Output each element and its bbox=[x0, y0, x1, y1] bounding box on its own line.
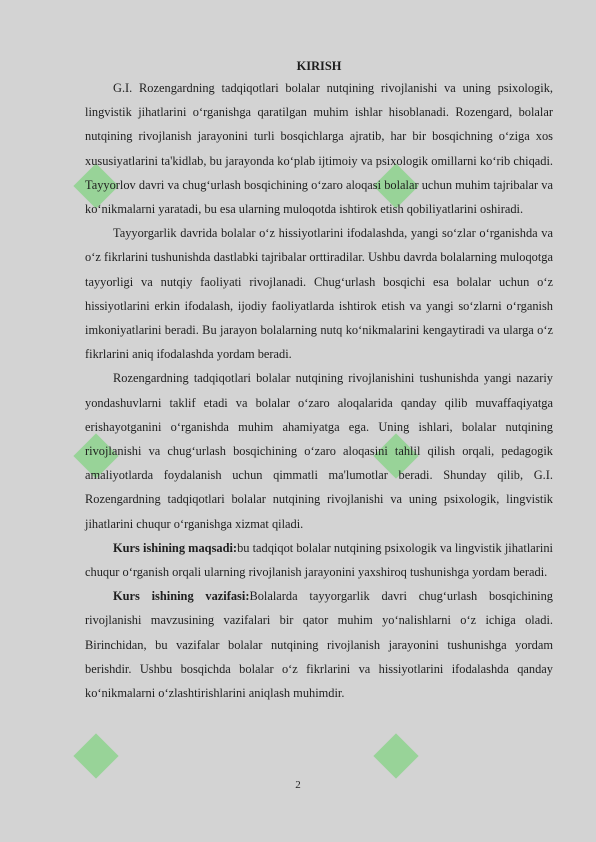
watermark-mark bbox=[73, 733, 118, 778]
document-body bbox=[85, 56, 553, 705]
goal-label: Kurs ishining maqsadi: bbox=[113, 540, 238, 555]
paragraph: Rozengardning tadqiqotlari bolalar nutqining rivojlanishini tushunishda yangi nazariy yondashuvlarni taklif etadi va bolalar o‘zaro aloqalarida qanday qilib muvaffaqiyatga erishayotganini o‘rganishda muhim ahamiyatga ega. Uning ishlari, bolalar nutqining rivojlanishi va chug‘urlash bosqichining o‘zaro aloqasini tahlil qilish orqali, pedagogik amaliyotlarda foydalanish uchun qimmatli ma'lumotlar beradi. Shunday qilib, G.I. Rozengardning tadqiqotlari bolalar nutqining rivojlanishi va uning psixologik, lingvistik jihatlarini chuqur o‘rganishga xizmat qiladi. bbox=[85, 371, 553, 531]
tasks-label: Kurs ishining vazifasi: bbox=[113, 589, 250, 604]
paragraph: Tayyorgarlik davrida bolalar o‘z hissiyotlarini ifodalashda, yangi so‘zlar o‘rganishda va o‘z fikrlarini tushunishda dastlabki tajribalar orttiradilar. Ushbu davrda bolalarning muloqotga tayyorligi va nutqiy faoliyati rivojlanadi. Chug‘urlash bosqichi esa bolalar uchun o‘z hissiyotlarini erkin ifodalash, ijodiy faoliyatlarda ishtirok etish va yangi so‘zlarni o‘rganish imkoniyatlarini beradi. Bu jarayon bolalarning nutq ko‘nikmalarini kengaytiradi va ularga o‘z fikrlarini aniq ifodalashda yordam beradi. bbox=[85, 226, 553, 362]
tasks-paragraph bbox=[85, 584, 553, 705]
watermark-mark bbox=[373, 733, 418, 778]
tasks-text: Bolalarda tayyorgarlik davri chug‘urlash bosqichining rivojlanishi mavzusining vazifalari bir qator muhim yo‘nalishlarni o‘z ichiga oladi. Birinchidan, bu vazifalar bolalar nutqining rivojlanish jarayonini tushunishga yordam berishdir. Ushbu bosqichda bolalar o‘z fikrlarini va hissiyotlarini ifodalashda qanday ko‘nikmalarni o‘zlashtirishlarini aniqlash muhimdir. bbox=[85, 589, 553, 701]
goal-text: bu tadqiqot bolalar nutqining psixologik va lingvistik jihatlarini chuqur o‘rganish orqali ularning rivojlanish jarayonini yaxshiroq tushunishga yordam beradi. bbox=[85, 540, 554, 580]
paragraph: G.I. Rozengardning tadqiqotlari bolalar nutqining rivojlanishi va uning psixologik, lingvistik jihatlarini o‘rganishga qaratilgan muhim ishlar hisoblanadi. Rozengard, bolalar nutqining rivojlanish jarayonini turli bosqichlarga ajratib, har bir bosqichning o‘ziga xos xususiyatlarini ta'kidlab, bu jarayonda ko‘plab ijtimoiy va psixologik omillarni ko‘rib chiqadi. Tayyorlov davri va chug‘urlash bosqichining o‘zaro aloqasi bolalar uchun muhim tajribalar va ko‘nikmalarni yaratadi, bu esa ularning muloqotda ishtirok etish qobiliyatlarini oshiradi. bbox=[85, 81, 553, 217]
page-title: KIRISH bbox=[296, 59, 342, 73]
goal-paragraph bbox=[85, 536, 553, 584]
page-number: 2 bbox=[295, 779, 301, 791]
